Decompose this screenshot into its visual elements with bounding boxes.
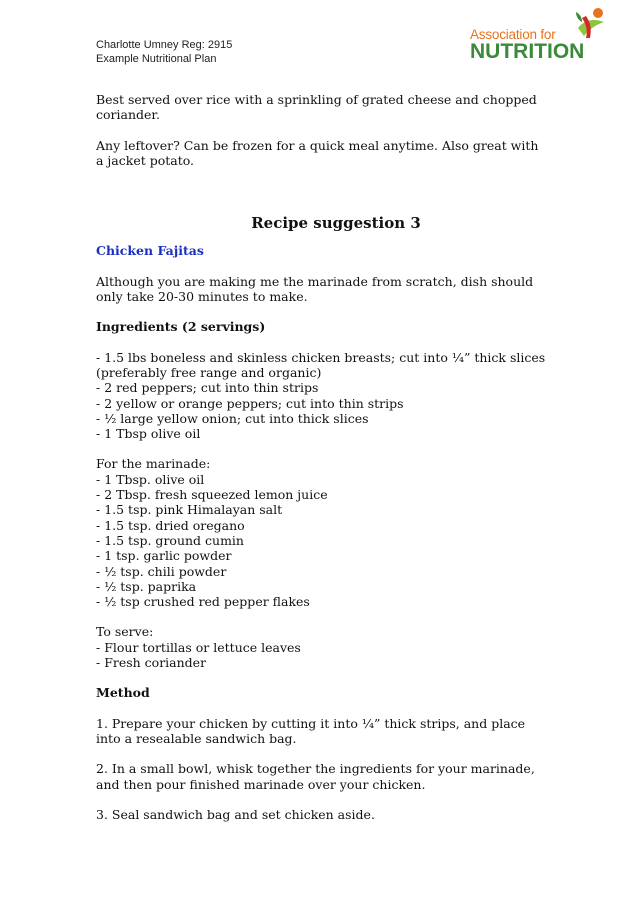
list-item: - ½ large yellow onion; cut into thick slices bbox=[96, 410, 369, 426]
logo-text-line1: Association for bbox=[470, 27, 556, 42]
list-item: - ½ tsp. chili powder bbox=[96, 563, 227, 579]
list-item: - 2 yellow or orange peppers; cut into thin strips bbox=[96, 395, 404, 411]
list-item: - 1.5 lbs boneless and skinless chicken breasts; cut into ¼” thick slices (preferably free range and organic) bbox=[96, 349, 546, 380]
page-header bbox=[96, 38, 232, 66]
author-line: Charlotte Umney Reg: 2915 bbox=[96, 39, 233, 51]
method-step: 2. In a small bowl, whisk together the ingredients for your marinade, and then pour finished marinade over your chicken. bbox=[96, 761, 535, 792]
plan-line: Example Nutritional Plan bbox=[96, 53, 217, 65]
association-for-nutrition-logo bbox=[470, 6, 610, 64]
recipe-description: Although you are making me the marinade from scratch, dish should only take 20-30 minutes to make. bbox=[96, 273, 534, 305]
leftover-note: Any leftover? Can be frozen for a quick meal anytime. Also great with a jacket potato. bbox=[96, 137, 539, 168]
list-item: - 2 Tbsp. fresh squeezed lemon juice bbox=[96, 487, 328, 503]
list-item: - 1 Tbsp. olive oil bbox=[96, 471, 205, 487]
ingredients-heading: Ingredients (2 servings) bbox=[96, 319, 266, 335]
method-heading: Method bbox=[96, 685, 150, 701]
list-item: - 1.5 tsp. pink Himalayan salt bbox=[96, 502, 283, 518]
list-item: - 1.5 tsp. dried oregano bbox=[96, 517, 245, 533]
method-step: 1. Prepare your chicken by cutting it into ¼” thick strips, and place into a resealable sandwich bag. bbox=[96, 715, 526, 746]
recipe-heading: Recipe suggestion 3 bbox=[251, 214, 421, 233]
serving-note: Best served over rice with a sprinkling of grated cheese and chopped coriander. bbox=[96, 92, 537, 123]
list-item: - 1 Tbsp olive oil bbox=[96, 426, 201, 442]
list-item: - 1 tsp. garlic powder bbox=[96, 548, 232, 564]
method-step: 3. Seal sandwich bag and set chicken aside. bbox=[96, 806, 375, 822]
figure-icon bbox=[572, 6, 608, 40]
list-item: - 2 red peppers; cut into thin strips bbox=[96, 380, 319, 396]
list-item: - Fresh coriander bbox=[96, 655, 207, 671]
marinade-heading: For the marinade: bbox=[96, 456, 211, 472]
ingredients-list bbox=[96, 350, 546, 442]
serve-list bbox=[96, 640, 546, 671]
serve-heading: To serve: bbox=[96, 624, 154, 640]
list-item: - ½ tsp. paprika bbox=[96, 578, 197, 594]
list-item: - Flour tortillas or lettuce leaves bbox=[96, 639, 301, 655]
marinade-list bbox=[96, 472, 546, 610]
logo-text-line2: NUTRITION bbox=[470, 40, 585, 63]
list-item: - 1.5 tsp. ground cumin bbox=[96, 532, 244, 548]
document-body bbox=[96, 92, 546, 822]
dish-title: Chicken Fajitas bbox=[96, 243, 204, 259]
list-item: - ½ tsp crushed red pepper flakes bbox=[96, 594, 310, 610]
